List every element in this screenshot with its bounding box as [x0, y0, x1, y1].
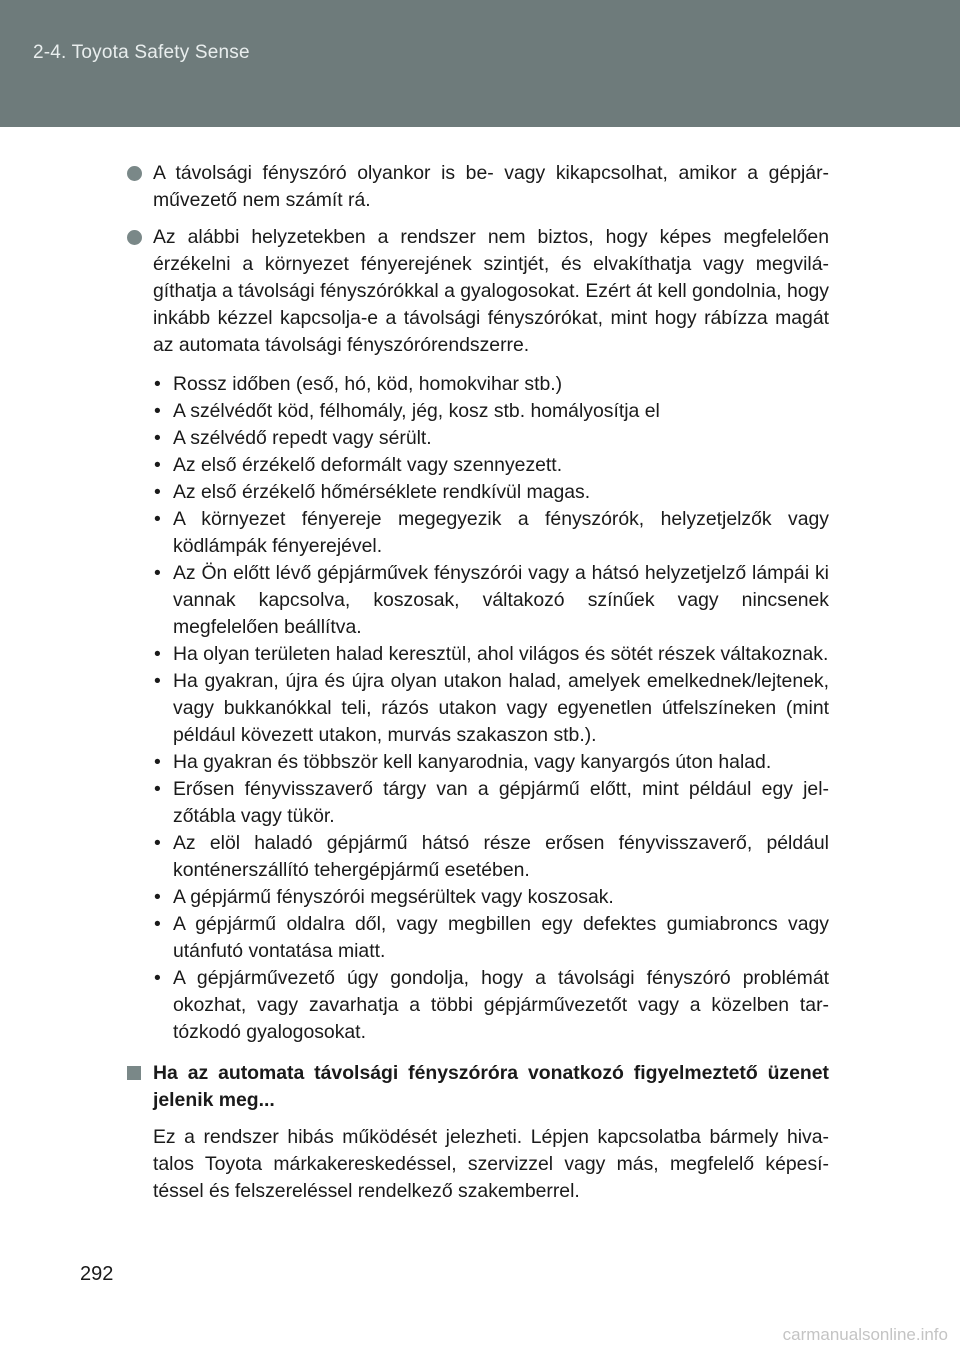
page-content [127, 160, 829, 1205]
warning-section-heading [127, 1060, 829, 1114]
list-item: • Az elöl haladó gépjármű hátsó része erősen fényvisszaverő, például konténerszállító tehergépjármű esetében. [153, 830, 829, 884]
section-title: 2-4. Toyota Safety Sense [33, 42, 250, 63]
list-item: • Az első érzékelő deformált vagy szennyezett. [153, 452, 829, 479]
watermark: carmanualsonline.info [782, 1325, 948, 1344]
list-item: • A gépjármű fényszórói megsérültek vagy koszosak. [153, 884, 829, 911]
warning-section-body: Ez a rendszer hibás működését jelezheti. Lépjen kapcsolatba bármely hivatalos Toyota márkakereskedéssel, szervizzel vagy más, megfelelő képesítéssel és felszereléssel rendelkező szakemberrel. [153, 1126, 829, 1202]
list-item: • Az első érzékelő hőmérséklete rendkívül magas. [153, 479, 829, 506]
circle-bullet-icon [127, 166, 142, 181]
note-item [127, 224, 829, 359]
condition-list [153, 371, 829, 1046]
list-item: • A környezet fényereje megegyezik a fényszórók, helyzetjelzők vagy ködlámpák fényerejével. [153, 506, 829, 560]
list-item: • A gépjárművezető úgy gondolja, hogy a távolsági fényszóró problémát okozhat, vagy zavarhatja a többi gépjárművezetőt vagy a közelben tartózkodó gyalogosokat. [153, 965, 829, 1046]
list-item: • Rossz időben (eső, hó, köd, homokvihar stb.) [153, 371, 829, 398]
note-text: A távolsági fényszóró olyankor is be- vagy kikapcsolhat, amikor a gépjárművezető nem számít rá. [153, 162, 829, 211]
list-item: • Erősen fényvisszaverő tárgy van a gépjármű előtt, mint például egy jelzőtábla vagy tükör. [153, 776, 829, 830]
list-item: • Az Ön előtt lévő gépjárművek fényszórói vagy a hátsó helyzetjelző lámpái ki vannak kapcsolva, koszosak, váltakozó színűek vagy nincsenek megfelelően beállítva. [153, 560, 829, 641]
heading-text: Ha az automata távolsági fényszóróra vonatkozó figyelmeztető üzenet jelenik meg... [153, 1062, 829, 1111]
circle-bullet-icon [127, 230, 142, 245]
square-bullet-icon [127, 1066, 141, 1080]
list-item: • A szélvédőt köd, félhomály, jég, kosz stb. homályosítja el [153, 398, 829, 425]
note-text: Az alábbi helyzetekben a rendszer nem biztos, hogy képes megfelelően érzékelni a környezet fényerejének szintjét, és elvakíthatja vagy megvilágíthatja a távolsági fényszórókkal a gyalogosokat. Ezért át kell gondolnia, hogy inkább kézzel kapcsolja-e a távolsági fényszórókat, mint hogy rábízza magát az automata távolsági fényszórórendszerre. [153, 226, 829, 356]
page-header [0, 0, 960, 127]
list-item: • A gépjármű oldalra dől, vagy megbillen egy defektes gumiabroncs vagy utánfutó vontatása miatt. [153, 911, 829, 965]
list-item: • Ha gyakran, újra és újra olyan utakon halad, amelyek emelkednek/lejtenek, vagy bukkanókkal teli, rázós utakon vagy egyenetlen útfelszíneken (mint például kövezett utakon, murvás szakaszon stb.). [153, 668, 829, 749]
list-item: • Ha gyakran és többször kell kanyarodnia, vagy kanyargós úton halad. [153, 749, 829, 776]
list-item: • A szélvédő repedt vagy sérült. [153, 425, 829, 452]
list-item: • Ha olyan területen halad keresztül, ahol világos és sötét részek váltakoznak. [153, 641, 829, 668]
page-number: 292 [80, 1263, 114, 1285]
note-item [127, 160, 829, 214]
